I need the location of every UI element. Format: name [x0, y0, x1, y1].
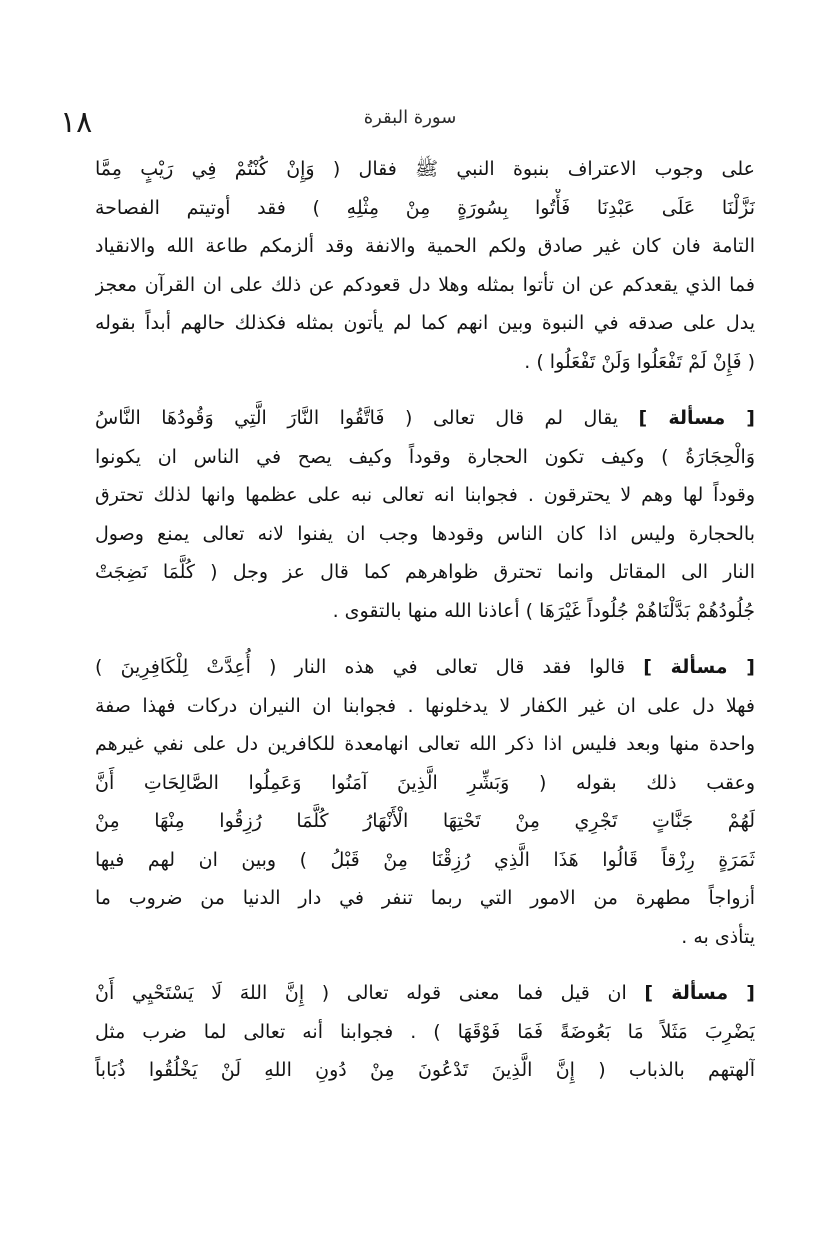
text-line: يدل على صدقه في النبوة وبين انهم كما لم يأتون بمثله فكذلك حالهم أبداً بقوله: [95, 312, 755, 334]
text-line: على وجوب الاعتراف بنبوة النبي ﷺ فقال ( وَإِنْ كُنْتُمْ فِي رَيْبٍ مِمَّا: [95, 158, 755, 180]
text-line-content: يقال لم قال تعالى ( فَاتَّقُوا النَّارَ الَّتِي وَقُودُهَا النَّاسُ: [95, 407, 618, 429]
text-line: [95, 974, 755, 1013]
page-body: [95, 150, 755, 1090]
text-line: جُلُودُهُمْ بَدَّلْنَاهُمْ جُلُوداً غَيْرَهَا ) أعاذنا الله منها بالتقوى .: [332, 599, 755, 622]
text-line: آلهتهم بالذباب ( إِنَّ الَّذِينَ تَدْعُونَ مِنْ دُونِ اللهِ لَنْ يَخْلُقُوا ذُبَاباً: [95, 1059, 755, 1081]
text-line: وقوداً لها وهم لا يحترقون . فجوابنا انه تعالى نبه على عظمها وانها لذلك تحترق: [95, 484, 755, 506]
paragraph-2: [95, 399, 755, 630]
paragraph-4: [95, 974, 755, 1090]
text-line: النار الى المقاتل وانما تحترق ظواهرهم كما قال عز وجل ( كُلَّمَا نَضِجَتْ: [95, 561, 755, 583]
text-line: لَهُمْ جَنَّاتٍ تَجْرِي مِنْ تَحْتِهَا الْأَنْهَارُ كُلَّمَا رُزِقُوا مِنْهَا مِنْ: [95, 810, 755, 832]
text-line: فما الذي يقعدكم عن ان تأتوا بمثله وهلا دل قعودكم عن ذلك على ان القرآن معجز: [95, 273, 755, 296]
question-label: [ مسألة ]: [638, 407, 755, 429]
text-line: أزواجاً مطهرة من الامور التي ربما تنفر في دار الدنيا من ضروب ما: [95, 887, 755, 909]
text-line: وعقب ذلك بقوله ( وَبَشِّرِ الَّذِينَ آمَنُوا وَعَمِلُوا الصَّالِحَاتِ أَنَّ: [95, 771, 755, 794]
question-label: [ مسألة ]: [643, 656, 755, 678]
text-line-content: قالوا فقد قال تعالى في هذه النار ( أُعِدَّتْ لِلْكَافِرِينَ ): [95, 656, 626, 678]
text-line: [95, 399, 755, 438]
question-label: [ مسألة ]: [644, 982, 755, 1004]
text-line: فهلا دل على ان غير الكفار لا يدخلونها . فجوابنا ان النيران دركات فهذا صفة: [95, 694, 755, 717]
paragraph-3: [95, 648, 755, 956]
text-line-content: ان قيل فما معنى قوله تعالى ( إِنَّ اللهَ لَا يَسْتَحْيِي أَنْ: [95, 982, 627, 1004]
text-line: ( فَإِنْ لَمْ تَفْعَلُوا وَلَنْ تَفْعَلُوا ) .: [524, 350, 755, 373]
paragraph-gap: [95, 381, 755, 399]
text-line: يتأذى به .: [681, 925, 755, 948]
paragraph-1: [95, 150, 755, 381]
text-line: [95, 648, 755, 687]
running-head: سورة البقرة: [363, 107, 457, 128]
text-line: بالحجارة وليس اذا كان الناس وقودها وجب ان يفنوا لانه تعالى يمنع وصول: [95, 522, 755, 545]
paragraph-gap: [95, 630, 755, 648]
text-line: يَضْرِبَ مَثَلاً مَا بَعُوضَةً فَمَا فَوْقَهَا ) . فجوابنا أنه تعالى لما ضرب مثل: [95, 1020, 755, 1043]
page-number: ١٨: [60, 105, 93, 140]
text-line: نَزَّلْنَا عَلَى عَبْدِنَا فَأْتُوا بِسُورَةٍ مِنْ مِثْلِهِ ) فقد أوتيتم الفصاحة: [95, 196, 755, 219]
text-line: وَالْحِجَارَةُ ) وكيف تكون الحجارة وقوداً وكيف يصح في الناس ان يكونوا: [95, 445, 755, 468]
text-line: التامة فان كان غير صادق ولكم الحمية والانفة وقد ألزمكم طاعة الله والانقياد: [95, 235, 755, 257]
text-line: ثَمَرَةٍ رِزْقاً قَالُوا هَذَا الَّذِي رُزِقْنَا مِنْ قَبْلُ ) وبين ان لهم فيها: [95, 848, 755, 871]
text-line: واحدة منها وبعد فليس اذا ذكر الله تعالى انهامعدة للكافرين دل على نفي غيرهم: [95, 733, 755, 755]
paragraph-gap: [95, 956, 755, 974]
